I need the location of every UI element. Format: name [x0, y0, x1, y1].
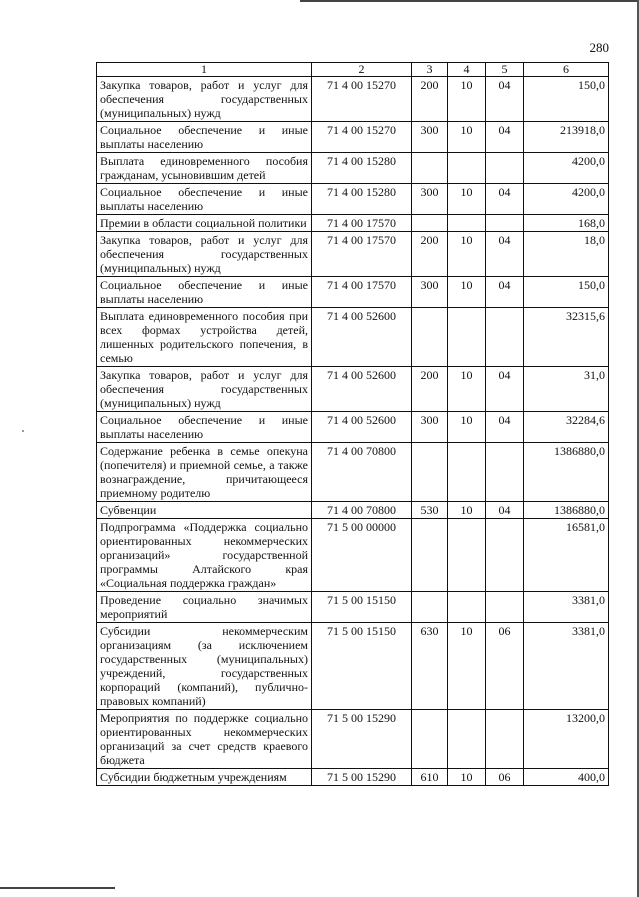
subsection-cell: 04 — [486, 412, 524, 443]
scan-speck — [22, 430, 24, 432]
expense-name-cell: Закупка товаров, работ и услуг для обеспечения государственных (муниципальных) нужд — [97, 367, 312, 412]
budget-table — [96, 62, 609, 786]
target-code-cell: 71 5 00 15290 — [312, 769, 412, 786]
expense-type-cell: 200 — [412, 232, 448, 277]
subsection-cell — [486, 215, 524, 232]
expense-name-cell: Подпрограмма «Поддержка социально ориентированных некоммерческих организаций» государственной программы Алтайского края «Социальная поддержка граждан» — [97, 519, 312, 592]
target-code-cell: 71 4 00 70800 — [312, 443, 412, 502]
expense-type-cell: 300 — [412, 122, 448, 153]
table-row — [97, 184, 609, 215]
expense-type-cell: 200 — [412, 77, 448, 122]
expense-name-cell: Субвенции — [97, 502, 312, 519]
amount-cell: 1386880,0 — [524, 443, 609, 502]
table-row — [97, 277, 609, 308]
amount-cell: 213918,0 — [524, 122, 609, 153]
amount-cell: 13200,0 — [524, 710, 609, 769]
amount-cell: 16581,0 — [524, 519, 609, 592]
expense-name-cell: Субсидии бюджетным учреждениям — [97, 769, 312, 786]
section-cell: 10 — [448, 232, 486, 277]
subsection-cell — [486, 443, 524, 502]
amount-cell: 150,0 — [524, 277, 609, 308]
subsection-cell: 06 — [486, 623, 524, 710]
expense-name-cell: Социальное обеспечение и иные выплаты населению — [97, 184, 312, 215]
header-cell-4: 4 — [448, 63, 486, 77]
table-row — [97, 443, 609, 502]
expense-type-cell — [412, 592, 448, 623]
amount-cell: 31,0 — [524, 367, 609, 412]
target-code-cell: 71 4 00 15270 — [312, 77, 412, 122]
section-cell: 10 — [448, 122, 486, 153]
subsection-cell: 04 — [486, 232, 524, 277]
section-cell — [448, 153, 486, 184]
expense-type-cell: 610 — [412, 769, 448, 786]
target-code-cell: 71 4 00 52600 — [312, 308, 412, 367]
expense-name-cell: Социальное обеспечение и иные выплаты населению — [97, 122, 312, 153]
table-row — [97, 215, 609, 232]
amount-cell: 168,0 — [524, 215, 609, 232]
expense-name-cell: Мероприятия по поддержке социально ориентированных некоммерческих организаций за счет средств краевого бюджета — [97, 710, 312, 769]
section-cell — [448, 592, 486, 623]
expense-type-cell: 300 — [412, 277, 448, 308]
section-cell: 10 — [448, 623, 486, 710]
section-cell — [448, 215, 486, 232]
table-row — [97, 367, 609, 412]
scan-edge-top — [300, 0, 639, 2]
expense-name-cell: Выплата единовременного пособия при всех формах устройства детей, лишенных родительского попечения, в семью — [97, 308, 312, 367]
subsection-cell: 06 — [486, 769, 524, 786]
expense-type-cell — [412, 215, 448, 232]
expense-type-cell — [412, 308, 448, 367]
table-row — [97, 412, 609, 443]
target-code-cell: 71 5 00 00000 — [312, 519, 412, 592]
subsection-cell: 04 — [486, 277, 524, 308]
section-cell: 10 — [448, 77, 486, 122]
amount-cell: 4200,0 — [524, 184, 609, 215]
subsection-cell: 04 — [486, 502, 524, 519]
subsection-cell: 04 — [486, 367, 524, 412]
header-cell-6: 6 — [524, 63, 609, 77]
section-cell: 10 — [448, 412, 486, 443]
expense-name-cell: Содержание ребенка в семье опекуна (попечителя) и приемной семье, а также вознаграждение, причитающееся приемному родителю — [97, 443, 312, 502]
scan-edge-bottom — [0, 887, 115, 889]
target-code-cell: 71 5 00 15150 — [312, 623, 412, 710]
section-cell — [448, 519, 486, 592]
header-row — [97, 63, 609, 77]
amount-cell: 150,0 — [524, 77, 609, 122]
header-cell-3: 3 — [412, 63, 448, 77]
target-code-cell: 71 4 00 17570 — [312, 277, 412, 308]
expense-name-cell: Социальное обеспечение и иные выплаты населению — [97, 412, 312, 443]
budget-table-body — [97, 63, 609, 786]
header-cell-1: 1 — [97, 63, 312, 77]
header-cell-2: 2 — [312, 63, 412, 77]
amount-cell: 32284,6 — [524, 412, 609, 443]
section-cell: 10 — [448, 184, 486, 215]
target-code-cell: 71 4 00 52600 — [312, 367, 412, 412]
table-row — [97, 502, 609, 519]
target-code-cell: 71 4 00 52600 — [312, 412, 412, 443]
subsection-cell: 04 — [486, 184, 524, 215]
expense-name-cell: Проведение социально значимых мероприятий — [97, 592, 312, 623]
expense-type-cell: 200 — [412, 367, 448, 412]
subsection-cell: 04 — [486, 122, 524, 153]
target-code-cell: 71 5 00 15150 — [312, 592, 412, 623]
expense-name-cell: Социальное обеспечение и иные выплаты населению — [97, 277, 312, 308]
target-code-cell: 71 4 00 70800 — [312, 502, 412, 519]
expense-name-cell: Закупка товаров, работ и услуг для обеспечения государственных (муниципальных) нужд — [97, 232, 312, 277]
amount-cell: 18,0 — [524, 232, 609, 277]
expense-type-cell — [412, 443, 448, 502]
amount-cell: 3381,0 — [524, 592, 609, 623]
expense-type-cell — [412, 519, 448, 592]
amount-cell: 3381,0 — [524, 623, 609, 710]
section-cell: 10 — [448, 502, 486, 519]
expense-type-cell: 300 — [412, 412, 448, 443]
target-code-cell: 71 4 00 17570 — [312, 215, 412, 232]
table-row — [97, 153, 609, 184]
target-code-cell: 71 4 00 15280 — [312, 184, 412, 215]
page-number: 280 — [589, 40, 609, 55]
expense-type-cell: 300 — [412, 184, 448, 215]
section-cell — [448, 308, 486, 367]
table-row — [97, 77, 609, 122]
target-code-cell: 71 4 00 17570 — [312, 232, 412, 277]
table-row — [97, 623, 609, 710]
section-cell — [448, 710, 486, 769]
amount-cell: 32315,6 — [524, 308, 609, 367]
target-code-cell: 71 4 00 15270 — [312, 122, 412, 153]
expense-type-cell — [412, 710, 448, 769]
table-row — [97, 232, 609, 277]
table-row — [97, 769, 609, 786]
amount-cell: 1386880,0 — [524, 502, 609, 519]
amount-cell: 4200,0 — [524, 153, 609, 184]
expense-name-cell: Закупка товаров, работ и услуг для обеспечения государственных (муниципальных) нужд — [97, 77, 312, 122]
subsection-cell — [486, 308, 524, 367]
subsection-cell — [486, 519, 524, 592]
header-cell-5: 5 — [486, 63, 524, 77]
subsection-cell — [486, 153, 524, 184]
amount-cell: 400,0 — [524, 769, 609, 786]
expense-type-cell: 530 — [412, 502, 448, 519]
expense-type-cell — [412, 153, 448, 184]
subsection-cell: 04 — [486, 77, 524, 122]
target-code-cell: 71 4 00 15280 — [312, 153, 412, 184]
section-cell: 10 — [448, 769, 486, 786]
target-code-cell: 71 5 00 15290 — [312, 710, 412, 769]
expense-name-cell: Выплата единовременного пособия гражданам, усыновившим детей — [97, 153, 312, 184]
expense-name-cell: Субсидии некоммерческим организациям (за исключением государственных (муниципальных) учреждений, государственных корпораций (компаний), публично-правовых компаний) — [97, 623, 312, 710]
section-cell: 10 — [448, 277, 486, 308]
table-row — [97, 519, 609, 592]
expense-name-cell: Премии в области социальной политики — [97, 215, 312, 232]
subsection-cell — [486, 592, 524, 623]
table-row — [97, 308, 609, 367]
section-cell: 10 — [448, 367, 486, 412]
table-row — [97, 122, 609, 153]
section-cell — [448, 443, 486, 502]
subsection-cell — [486, 710, 524, 769]
table-row — [97, 710, 609, 769]
expense-type-cell: 630 — [412, 623, 448, 710]
table-row — [97, 592, 609, 623]
